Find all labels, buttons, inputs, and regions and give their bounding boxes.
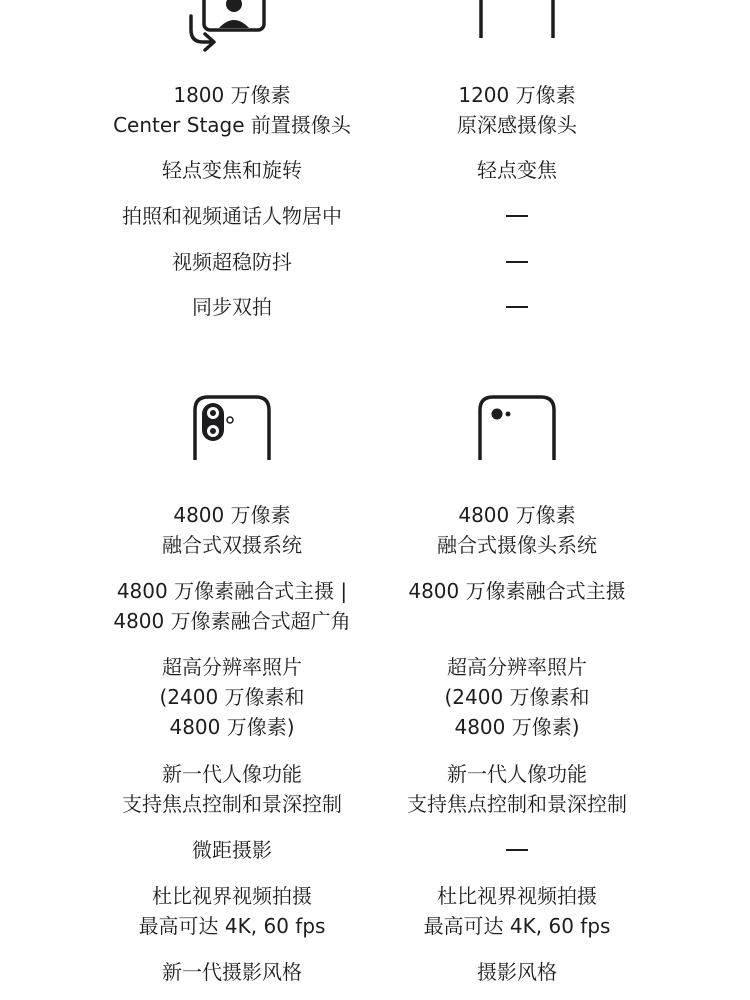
rear-video-title-right: 杜比视界视频拍摄 [437, 884, 597, 908]
rear-portrait-title-right: 新一代人像功能 [447, 762, 587, 786]
front-camera-center-stage-icon [187, 0, 277, 60]
rear-video-title: 杜比视界视频拍摄 [152, 884, 312, 908]
front-camera-megapixels: 1800 万像素 [173, 83, 291, 107]
front-camera-type-right: 原深感摄像头 [457, 113, 577, 137]
front-camera-type: Center Stage 前置摄像头 [113, 113, 351, 137]
front-zoom-feature: 轻点变焦和旋转 [162, 158, 302, 182]
rear-portrait-detail-right: 支持焦点控制和景深控制 [407, 792, 627, 816]
front-center-stage-feature: 拍照和视频通话人物居中 [122, 204, 342, 228]
truedepth-camera-icon [477, 0, 557, 40]
rear-video-detail: 最高可达 4K, 60 fps [138, 914, 326, 938]
single-camera-phone-icon [477, 394, 557, 460]
rear-photo-resolution-detail-2: 4800 万像素) [169, 715, 295, 739]
rear-macro-feature: 微距摄影 [192, 838, 272, 862]
rear-portrait-detail: 支持焦点控制和景深控制 [122, 792, 342, 816]
rear-photo-resolution-detail-1-right: (2400 万像素和 [444, 685, 590, 709]
front-stabilization-unavailable-dash [352, 247, 682, 277]
right-column [352, 0, 682, 1000]
rear-photo-resolution-detail-1: (2400 万像素和 [159, 685, 305, 709]
rear-main-camera-right: 4800 万像素融合式主摄 [408, 579, 626, 603]
front-camera-megapixels-right: 1200 万像素 [458, 83, 576, 107]
rear-photo-style-feature: 新一代摄影风格 [162, 960, 302, 984]
front-dual-capture-unavailable-dash [352, 292, 682, 322]
dual-camera-phone-icon [192, 394, 272, 460]
rear-system-megapixels: 4800 万像素 [173, 503, 291, 527]
rear-system-megapixels-right: 4800 万像素 [458, 503, 576, 527]
front-stabilization-feature: 视频超稳防抖 [172, 250, 292, 274]
rear-photo-resolution-title: 超高分辨率照片 [162, 655, 302, 679]
rear-system-type: 融合式双摄系统 [162, 533, 302, 557]
rear-main-camera-line-2: 4800 万像素融合式超广角 [113, 609, 351, 633]
left-column [67, 0, 397, 1000]
rear-main-camera-line-1: 4800 万像素融合式主摄 | [116, 579, 348, 603]
rear-portrait-title: 新一代人像功能 [162, 762, 302, 786]
rear-system-type-right: 融合式摄像头系统 [437, 533, 597, 557]
rear-photo-resolution-title-right: 超高分辨率照片 [447, 655, 587, 679]
front-dual-capture-feature: 同步双拍 [192, 295, 272, 319]
front-zoom-feature-right: 轻点变焦 [477, 158, 557, 182]
front-center-stage-unavailable-dash [352, 201, 682, 231]
rear-photo-resolution-detail-2-right: 4800 万像素) [454, 715, 580, 739]
rear-photo-style-feature-right: 摄影风格 [477, 960, 557, 984]
rear-video-detail-right: 最高可达 4K, 60 fps [423, 914, 611, 938]
rear-macro-unavailable-dash [352, 835, 682, 865]
